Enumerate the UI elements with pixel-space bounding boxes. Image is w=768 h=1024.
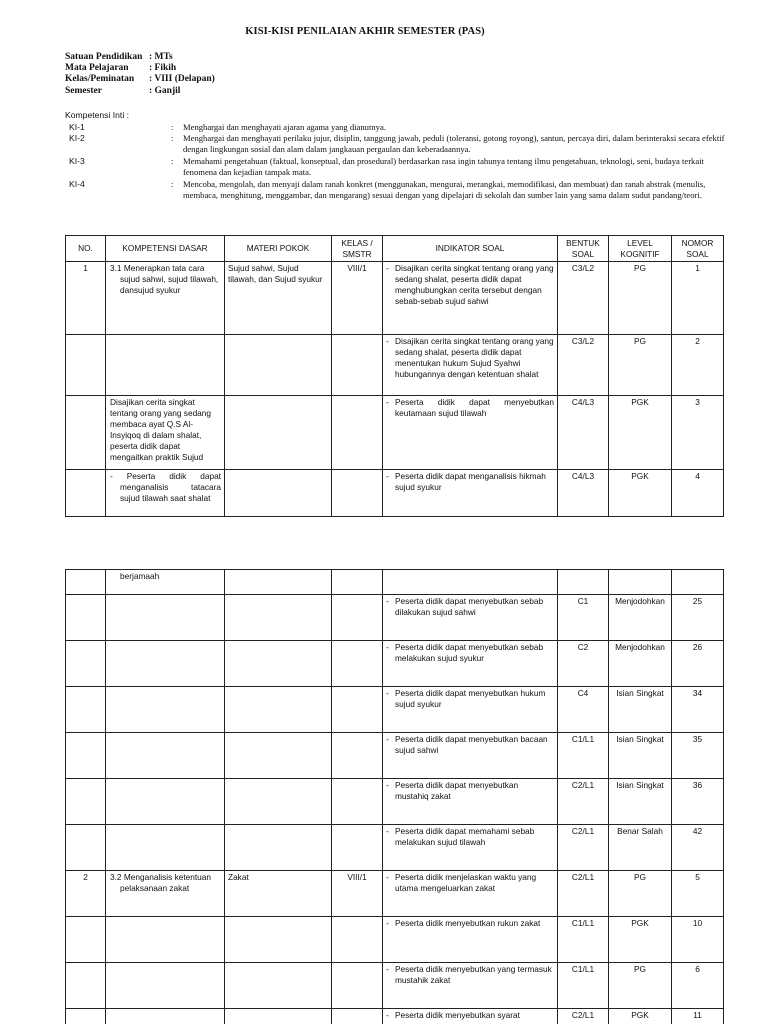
dash-marker: - — [386, 734, 389, 744]
cell-indikator — [383, 963, 558, 1009]
table-header-row — [66, 236, 724, 262]
header-nomor: NOMOR SOAL — [672, 236, 724, 262]
indikator-text: Peserta didik dapat menganalisis hikmah sujud syukur — [395, 471, 546, 492]
indikator-text: Peserta didik menjelaskan waktu yang utama mengeluarkan zakat — [395, 872, 537, 893]
cell-indikator — [383, 871, 558, 917]
cell-nomor: 10 — [672, 917, 724, 963]
dash-marker: - — [386, 918, 389, 928]
cell-materi — [225, 733, 332, 779]
cell-no — [66, 1009, 106, 1024]
identity-label: Kelas/Peminatan — [65, 74, 135, 85]
cell-indikator — [383, 825, 558, 871]
identity-row — [65, 86, 215, 97]
cell-no — [66, 917, 106, 963]
cell-bentuk: C4 — [558, 687, 609, 733]
cell-level: Benar Salah — [609, 825, 672, 871]
document-title: KISI-KISI PENILAIAN AKHIR SEMESTER (PAS) — [245, 26, 485, 37]
cell-nomor: 1 — [672, 262, 724, 335]
cell-nomor: 25 — [672, 595, 724, 641]
cell-nomor: 3 — [672, 396, 724, 470]
cell-nomor: 4 — [672, 470, 724, 517]
dash-marker: - — [386, 688, 389, 698]
cell-materi — [225, 595, 332, 641]
cell-level — [609, 570, 672, 595]
cell-no — [66, 825, 106, 871]
indikator-text: Peserta didik dapat menyebutkan mustahiq zakat — [395, 780, 519, 801]
indikator-text: Disajikan cerita singkat tentang orang yang sedang shalat, peserta didik dapat menentukan hukum Sujud Syahwi hubungannya dengan ketentuan shalat — [395, 336, 554, 379]
cell-level: PGK — [609, 1009, 672, 1024]
cell-kd — [106, 687, 225, 733]
cell-no — [66, 396, 106, 470]
cell-no: 2 — [66, 871, 106, 917]
ki-item: KI-2 : Menghargai dan menghayati perilaku jujur, disiplin, tanggung jawab, peduli (toleransi, gotong royong), santun, percaya diri, dalam berinteraksi secara efektif dengan lingkungan sosial dan alam dalam jangkauan pergaulan dan keberadaannya. — [69, 133, 725, 154]
cell-indikator — [383, 779, 558, 825]
cell-indikator — [383, 687, 558, 733]
cell-kd — [106, 779, 225, 825]
identity-value: : MTs — [149, 52, 173, 62]
indikator-text: Peserta didik dapat menyebutkan bacaan sujud sahwi — [395, 734, 548, 755]
identity-value: : Ganjil — [149, 85, 181, 96]
cell-bentuk: C3/L2 — [558, 262, 609, 335]
cell-level: Isian Singkat — [609, 733, 672, 779]
cell-kelas — [332, 825, 383, 871]
cell-level: PGK — [609, 917, 672, 963]
cell-no — [66, 335, 106, 396]
cell-kd — [106, 335, 225, 396]
dash-marker: - — [386, 263, 389, 273]
ki-text: Menghargai dan menghayati perilaku jujur, disiplin, tanggung jawab, peduli (toleransi, gotong royong), santun, percaya diri, dalam berinteraksi secara efektif dengan lingkungan sosial dan alam dalam jangkauan pergaulan dan keberadaannya. — [183, 133, 725, 154]
table-row — [66, 570, 724, 595]
dash-marker: - — [386, 336, 389, 346]
table-row — [66, 779, 724, 825]
cell-materi — [225, 917, 332, 963]
cell-kelas — [332, 779, 383, 825]
table-row — [66, 595, 724, 641]
identity-block — [65, 52, 215, 97]
ki-item: KI-3 : Memahami pengetahuan (faktual, konseptual, dan prosedural) berdasarkan rasa ingin tahunya tentang ilmu pengetahuan, teknologi, seni, budaya terkait fenomena dan kejadian tampak mata. — [65, 156, 725, 177]
cell-materi — [225, 641, 332, 687]
header-no: NO. — [66, 236, 106, 262]
table-row — [66, 396, 724, 470]
cell-kd-text: berjamaah — [120, 571, 160, 581]
cell-level: PG — [609, 262, 672, 335]
ki-code: KI-3 — [69, 156, 85, 166]
cell-nomor: 36 — [672, 779, 724, 825]
cell-bentuk: C2/L1 — [558, 1009, 609, 1024]
cell-bentuk: C1 — [558, 595, 609, 641]
cell-materi — [225, 335, 332, 396]
header-indikator: INDIKATOR SOAL — [383, 236, 558, 262]
cell-bentuk: C2/L1 — [558, 871, 609, 917]
identity-label: Semester — [65, 85, 102, 96]
cell-indikator — [383, 1009, 558, 1024]
cell-materi — [225, 779, 332, 825]
cell-level: Isian Singkat — [609, 779, 672, 825]
cell-nomor: 2 — [672, 335, 724, 396]
cell-no — [66, 779, 106, 825]
kisi-table-2 — [65, 569, 724, 1024]
ki-text: Memahami pengetahuan (faktual, konseptual, dan prosedural) berdasarkan rasa ingin tahunya tentang ilmu pengetahuan, teknologi, seni, budaya terkait fenomena dan kejadian tampak mata. — [183, 156, 704, 177]
cell-kd — [106, 1009, 225, 1024]
indikator-text: Peserta didik dapat menyebutkan keutamaan sujud tilawah — [395, 397, 554, 418]
dash-marker: - — [386, 471, 389, 481]
cell-kelas — [332, 335, 383, 396]
cell-no — [66, 963, 106, 1009]
cell-kd — [106, 641, 225, 687]
cell-level: Isian Singkat — [609, 687, 672, 733]
table-row — [66, 871, 724, 917]
cell-kd — [106, 871, 225, 917]
cell-indikator — [383, 733, 558, 779]
ki-code: KI-1 — [69, 122, 85, 132]
cell-no — [66, 595, 106, 641]
table-row — [66, 641, 724, 687]
cell-level: Menjodohkan — [609, 641, 672, 687]
cell-indikator — [383, 396, 558, 470]
cell-bentuk — [558, 570, 609, 595]
cell-nomor: 35 — [672, 733, 724, 779]
cell-kelas: VIII/1 — [332, 262, 383, 335]
cell-materi: Zakat — [225, 871, 332, 917]
table-row — [66, 917, 724, 963]
ki-heading: Kompetensi Inti : — [65, 110, 130, 120]
cell-kd-text: - Peserta didik dapat menganalisis tatacara sujud tilawah saat shalat — [110, 471, 221, 503]
cell-kd — [106, 917, 225, 963]
cell-bentuk: C2/L1 — [558, 779, 609, 825]
cell-kelas — [332, 595, 383, 641]
cell-kd — [106, 262, 225, 335]
cell-kelas — [332, 963, 383, 1009]
cell-kd: Disajikan cerita singkat tentang orang yang sedang membaca ayat Q.S Al-Insyiqoq di dalam shalat, peserta didik dapat mengaitkan praktik Sujud — [106, 396, 225, 470]
header-level: LEVEL KOGNITIF — [609, 236, 672, 262]
identity-label: Satuan Pendidikan — [65, 52, 143, 62]
cell-level: PGK — [609, 396, 672, 470]
cell-kelas — [332, 687, 383, 733]
header-materi: MATERI POKOK — [225, 236, 332, 262]
indikator-text: Peserta didik menyebutkan yang termasuk mustahik zakat — [395, 964, 552, 985]
dash-marker: - — [386, 596, 389, 606]
cell-kelas — [332, 1009, 383, 1024]
cell-kd-text: 3.2 Menganalisis ketentuan pelaksanaan zakat — [110, 872, 212, 893]
cell-materi — [225, 963, 332, 1009]
cell-level: PG — [609, 335, 672, 396]
cell-no — [66, 687, 106, 733]
cell-materi — [225, 396, 332, 470]
indikator-text: Peserta didik dapat menyebutkan hukum sujud syukur — [395, 688, 546, 709]
cell-materi: Sujud sahwi, Sujud tilawah, dan Sujud syukur — [225, 262, 332, 335]
indikator-text: Peserta didik dapat memahami sebab melakukan sujud tilawah — [395, 826, 535, 847]
ki-code: KI-4 — [69, 179, 85, 189]
identity-label: Mata Pelajaran — [65, 63, 129, 74]
cell-kelas — [332, 396, 383, 470]
cell-kelas — [332, 733, 383, 779]
cell-bentuk: C2/L1 — [558, 825, 609, 871]
indikator-text: Peserta didik menyebutkan syarat — [395, 1010, 520, 1020]
cell-indikator — [383, 262, 558, 335]
cell-indikator — [383, 641, 558, 687]
identity-row — [65, 63, 215, 74]
dash-marker: - — [386, 1010, 389, 1020]
cell-indikator — [383, 335, 558, 396]
ki-text: Mencoba, mengolah, dan menyaji dalam ranah konkret (menggunakan, mengurai, merangkai, memodifikasi, dan membuat) dan ranah abstrak (menulis, membaca, menghitung, menggambar, dan mengarang) sesuai dengan yang dipelajari di sekolah dan sumber lain yang sama dalam sudut pandang/teori. — [183, 179, 706, 200]
cell-kd — [106, 963, 225, 1009]
indikator-text: Peserta didik menyebutkan rukun zakat — [395, 918, 541, 928]
cell-nomor — [672, 570, 724, 595]
table-row — [66, 262, 724, 335]
cell-no — [66, 641, 106, 687]
cell-materi — [225, 825, 332, 871]
cell-bentuk: C1/L1 — [558, 917, 609, 963]
identity-row — [65, 74, 215, 85]
header-kelas: KELAS / SMSTR — [332, 236, 383, 262]
indikator-text: Peserta didik dapat menyebutkan sebab dilakukan sujud sahwi — [395, 596, 544, 617]
cell-nomor: 6 — [672, 963, 724, 1009]
table-row — [66, 335, 724, 396]
cell-indikator — [383, 570, 558, 595]
cell-kelas — [332, 570, 383, 595]
cell-kd — [106, 470, 225, 517]
cell-kd — [106, 733, 225, 779]
kisi-table-1 — [65, 235, 724, 517]
dash-marker: - — [386, 964, 389, 974]
cell-kd-text: 3.1 Menerapkan tata cara sujud sahwi, sujud tilawah, dansujud syukur — [110, 263, 219, 295]
identity-row — [65, 52, 215, 63]
cell-materi — [225, 570, 332, 595]
table-row — [66, 733, 724, 779]
cell-level: PGK — [609, 470, 672, 517]
cell-indikator — [383, 595, 558, 641]
identity-value: : Fikih — [149, 63, 177, 74]
header-bentuk: BENTUK SOAL — [558, 236, 609, 262]
cell-bentuk: C3/L2 — [558, 335, 609, 396]
dash-marker: - — [386, 872, 389, 882]
ki-item: KI-1 : Menghargai dan menghayati ajaran agama yang dianutnya. — [65, 122, 725, 133]
dash-marker: - — [386, 780, 389, 790]
indikator-text: Disajikan cerita singkat tentang orang yang sedang shalat, peserta didik dapat menghubungkan cerita tersebut dengan sebab-sebab sujud sahwi — [395, 263, 554, 306]
cell-bentuk: C1/L1 — [558, 963, 609, 1009]
cell-level: PG — [609, 871, 672, 917]
cell-materi — [225, 470, 332, 517]
cell-kd — [106, 570, 225, 595]
ki-code: KI-2 — [69, 133, 85, 143]
cell-nomor: 42 — [672, 825, 724, 871]
ki-item: KI-4 : Mencoba, mengolah, dan menyaji dalam ranah konkret (menggunakan, mengurai, merangkai, memodifikasi, dan membuat) dan ranah abstrak (menulis, membaca, menghitung, menggambar, dan mengarang) sesuai dengan yang dipelajari di sekolah dan sumber lain yang sama dalam sudut pandang/teori. — [65, 179, 725, 200]
cell-bentuk: C4/L3 — [558, 470, 609, 517]
cell-kelas — [332, 470, 383, 517]
cell-nomor: 5 — [672, 871, 724, 917]
cell-kelas: VIII/1 — [332, 871, 383, 917]
cell-bentuk: C4/L3 — [558, 396, 609, 470]
cell-no — [66, 733, 106, 779]
dash-marker: - — [386, 826, 389, 836]
cell-no — [66, 470, 106, 517]
cell-materi — [225, 687, 332, 733]
cell-nomor: 11 — [672, 1009, 724, 1024]
cell-kd — [106, 825, 225, 871]
cell-materi — [225, 1009, 332, 1024]
table-row — [66, 1009, 724, 1024]
cell-indikator — [383, 917, 558, 963]
ki-text: Menghargai dan menghayati ajaran agama yang dianutnya. — [183, 122, 386, 132]
header-kd: KOMPETENSI DASAR — [106, 236, 225, 262]
cell-bentuk: C2 — [558, 641, 609, 687]
identity-value: : VIII (Delapan) — [149, 74, 215, 85]
cell-nomor: 34 — [672, 687, 724, 733]
table-row — [66, 963, 724, 1009]
cell-kelas — [332, 641, 383, 687]
cell-no: 1 — [66, 262, 106, 335]
cell-kelas — [332, 917, 383, 963]
cell-no — [66, 570, 106, 595]
cell-level: Menjodohkan — [609, 595, 672, 641]
indikator-text: Peserta didik dapat menyebutkan sebab melakukan sujud syukur — [395, 642, 544, 663]
cell-level: PG — [609, 963, 672, 1009]
dash-marker: - — [386, 397, 389, 407]
cell-nomor: 26 — [672, 641, 724, 687]
table-row — [66, 470, 724, 517]
table-row — [66, 687, 724, 733]
table-row — [66, 825, 724, 871]
cell-kd — [106, 595, 225, 641]
cell-bentuk: C1/L1 — [558, 733, 609, 779]
cell-indikator — [383, 470, 558, 517]
dash-marker: - — [386, 642, 389, 652]
